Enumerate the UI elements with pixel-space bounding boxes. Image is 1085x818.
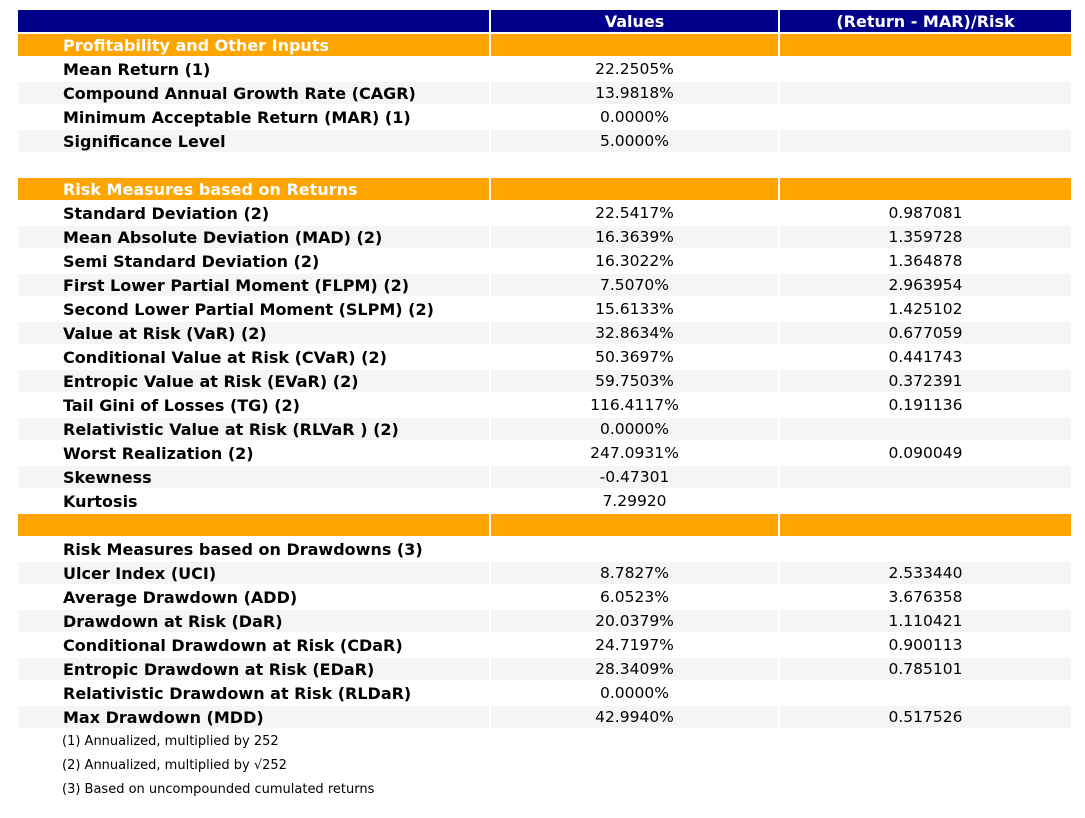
ratio-cell: 3.676358 [888, 588, 963, 606]
values-cell [491, 514, 778, 536]
table-row [18, 250, 1071, 272]
table-row [18, 610, 1071, 632]
ratio-cell [780, 154, 1071, 176]
metric-label-cell: Max Drawdown (MDD) [18, 706, 489, 728]
metric-label-cell [18, 154, 489, 176]
section-row [18, 178, 1071, 200]
ratio-cell [780, 130, 1071, 152]
metric-label-cell: Average Drawdown (ADD) [63, 587, 298, 607]
values-cell: 16.3639% [491, 226, 778, 248]
metric-label-cell: Worst Realization (2) [63, 443, 254, 463]
ratio-cell: 0.191136 [888, 396, 963, 414]
values-cell: 16.3022% [595, 252, 674, 270]
table-row [18, 346, 1071, 368]
values-cell: 6.0523% [600, 588, 669, 606]
values-cell: 24.7197% [595, 636, 674, 654]
values-cell: 247.0931% [590, 444, 679, 462]
table-row [18, 490, 1071, 512]
values-cell: 15.6133% [595, 300, 674, 318]
values-cell [491, 538, 778, 560]
values-cell [491, 34, 778, 56]
ratio-cell [780, 538, 1071, 560]
ratio-cell: 1.110421 [780, 610, 1071, 632]
table-row [18, 322, 1071, 344]
metric-label-cell: Conditional Value at Risk (CVaR) (2) [63, 347, 387, 367]
metric-label-cell: Mean Absolute Deviation (MAD) (2) [18, 226, 489, 248]
metric-label-cell: Conditional Drawdown at Risk (CDaR) [63, 635, 403, 655]
ratio-cell: 2.533440 [780, 562, 1071, 584]
metric-label-cell: Compound Annual Growth Rate (CAGR) [18, 82, 489, 104]
ratio-cell [780, 82, 1071, 104]
metric-label-cell: Kurtosis [63, 491, 138, 511]
metric-label-cell: Standard Deviation (2) [63, 203, 270, 223]
footnote-row [18, 754, 1071, 776]
values-column-header: Values [491, 10, 778, 32]
ratio-cell: 1.425102 [888, 300, 963, 318]
metric-label-cell: Semi Standard Deviation (2) [63, 251, 320, 271]
values-cell: 8.7827% [491, 562, 778, 584]
table-row [18, 658, 1071, 680]
metric-label-cell: Value at Risk (VaR) (2) [18, 322, 489, 344]
ratio-cell [780, 178, 1071, 200]
table-row [18, 586, 1071, 608]
metric-label-cell: Risk Measures based on Drawdowns (3) [63, 539, 423, 559]
table-row [18, 298, 1071, 320]
ratio-cell: 1.359728 [780, 226, 1071, 248]
metric-label-cell: Skewness [18, 466, 489, 488]
table-row [18, 58, 1071, 80]
ratio-cell [780, 466, 1071, 488]
metric-label-cell [18, 514, 489, 536]
metric-label-cell: Ulcer Index (UCI) [18, 562, 489, 584]
ratio-cell [780, 106, 1071, 128]
ratio-cell [780, 58, 1071, 80]
ratio-cell: 0.441743 [888, 348, 963, 366]
table-row [18, 370, 1071, 392]
table-row [18, 538, 1071, 560]
values-cell: 0.0000% [600, 108, 669, 126]
values-cell [491, 178, 778, 200]
table-row [18, 562, 1071, 584]
values-cell: 22.2505% [595, 60, 674, 78]
metric-label-cell: Risk Measures based on Returns [18, 178, 489, 200]
values-cell [491, 154, 778, 176]
ratio-cell: 2.963954 [780, 274, 1071, 296]
section-row [18, 514, 1071, 536]
values-cell: 0.0000% [600, 684, 669, 702]
ratio-cell: 0.090049 [888, 444, 963, 462]
metric-label-cell: Tail Gini of Losses (TG) (2) [63, 395, 300, 415]
metric-label-cell: Relativistic Drawdown at Risk (RLDaR) [63, 683, 412, 703]
values-cell: 22.5417% [595, 204, 674, 222]
metric-label-cell: Drawdown at Risk (DaR) [18, 610, 489, 632]
ratio-cell [780, 682, 1071, 704]
table-row [18, 682, 1071, 704]
metric-label-cell: Mean Return (1) [63, 59, 211, 79]
values-cell: -0.47301 [491, 466, 778, 488]
values-cell: 20.0379% [491, 610, 778, 632]
table-row [18, 274, 1071, 296]
metric-label-cell: Minimum Acceptable Return (MAR) (1) [63, 107, 411, 127]
metric-label-cell: Relativistic Value at Risk (RLVaR ) (2) [18, 418, 489, 440]
metric-label-cell: Profitability and Other Inputs [18, 34, 489, 56]
table-body [18, 34, 1071, 800]
values-cell: 116.4117% [590, 396, 679, 414]
ratio-cell: 0.987081 [888, 204, 963, 222]
table-row [18, 418, 1071, 440]
footnote-row [18, 730, 1071, 752]
header-row [18, 10, 1071, 32]
table-row [18, 202, 1071, 224]
values-cell: 5.0000% [491, 130, 778, 152]
values-cell: 7.5070% [491, 274, 778, 296]
ratio-cell [780, 490, 1071, 512]
metric-label-cell: First Lower Partial Moment (FLPM) (2) [18, 274, 489, 296]
ratio-cell [780, 34, 1071, 56]
metric-label-cell: Second Lower Partial Moment (SLPM) (2) [63, 299, 434, 319]
ratio-cell: 1.364878 [888, 252, 963, 270]
index-header-cell [18, 10, 489, 32]
ratio-cell [780, 418, 1071, 440]
footnote-row [18, 778, 1071, 800]
ratio-cell: 0.372391 [780, 370, 1071, 392]
values-cell: 59.7503% [491, 370, 778, 392]
values-cell: 28.3409% [491, 658, 778, 680]
metric-label-cell: Entropic Drawdown at Risk (EDaR) [18, 658, 489, 680]
values-cell: 50.3697% [595, 348, 674, 366]
table-row [18, 394, 1071, 416]
table-row [18, 154, 1071, 176]
ratio-cell: 0.517526 [780, 706, 1071, 728]
ratio-cell: 0.677059 [780, 322, 1071, 344]
ratio-cell [780, 514, 1071, 536]
table-row [18, 130, 1071, 152]
risk-report-table [16, 8, 1073, 802]
footnote-text: (3) Based on uncompounded cumulated returns [18, 778, 1071, 800]
footnote-text: (2) Annualized, multiplied by √252 [18, 754, 1071, 776]
values-cell: 0.0000% [491, 418, 778, 440]
ratio-cell: 0.900113 [888, 636, 963, 654]
metric-label-cell: Significance Level [18, 130, 489, 152]
footnote-text: (1) Annualized, multiplied by 252 [18, 730, 1071, 752]
section-row [18, 34, 1071, 56]
values-cell: 32.8634% [491, 322, 778, 344]
table-row [18, 226, 1071, 248]
values-cell: 7.29920 [602, 492, 667, 510]
table-row [18, 634, 1071, 656]
ratio-column-header: (Return - MAR)/Risk [780, 10, 1071, 32]
values-cell: 42.9940% [491, 706, 778, 728]
table-row [18, 82, 1071, 104]
table-row [18, 442, 1071, 464]
table-row [18, 706, 1071, 728]
metric-label-cell: Entropic Value at Risk (EVaR) (2) [18, 370, 489, 392]
table-row [18, 466, 1071, 488]
table-row [18, 106, 1071, 128]
ratio-cell: 0.785101 [780, 658, 1071, 680]
values-cell: 13.9818% [491, 82, 778, 104]
